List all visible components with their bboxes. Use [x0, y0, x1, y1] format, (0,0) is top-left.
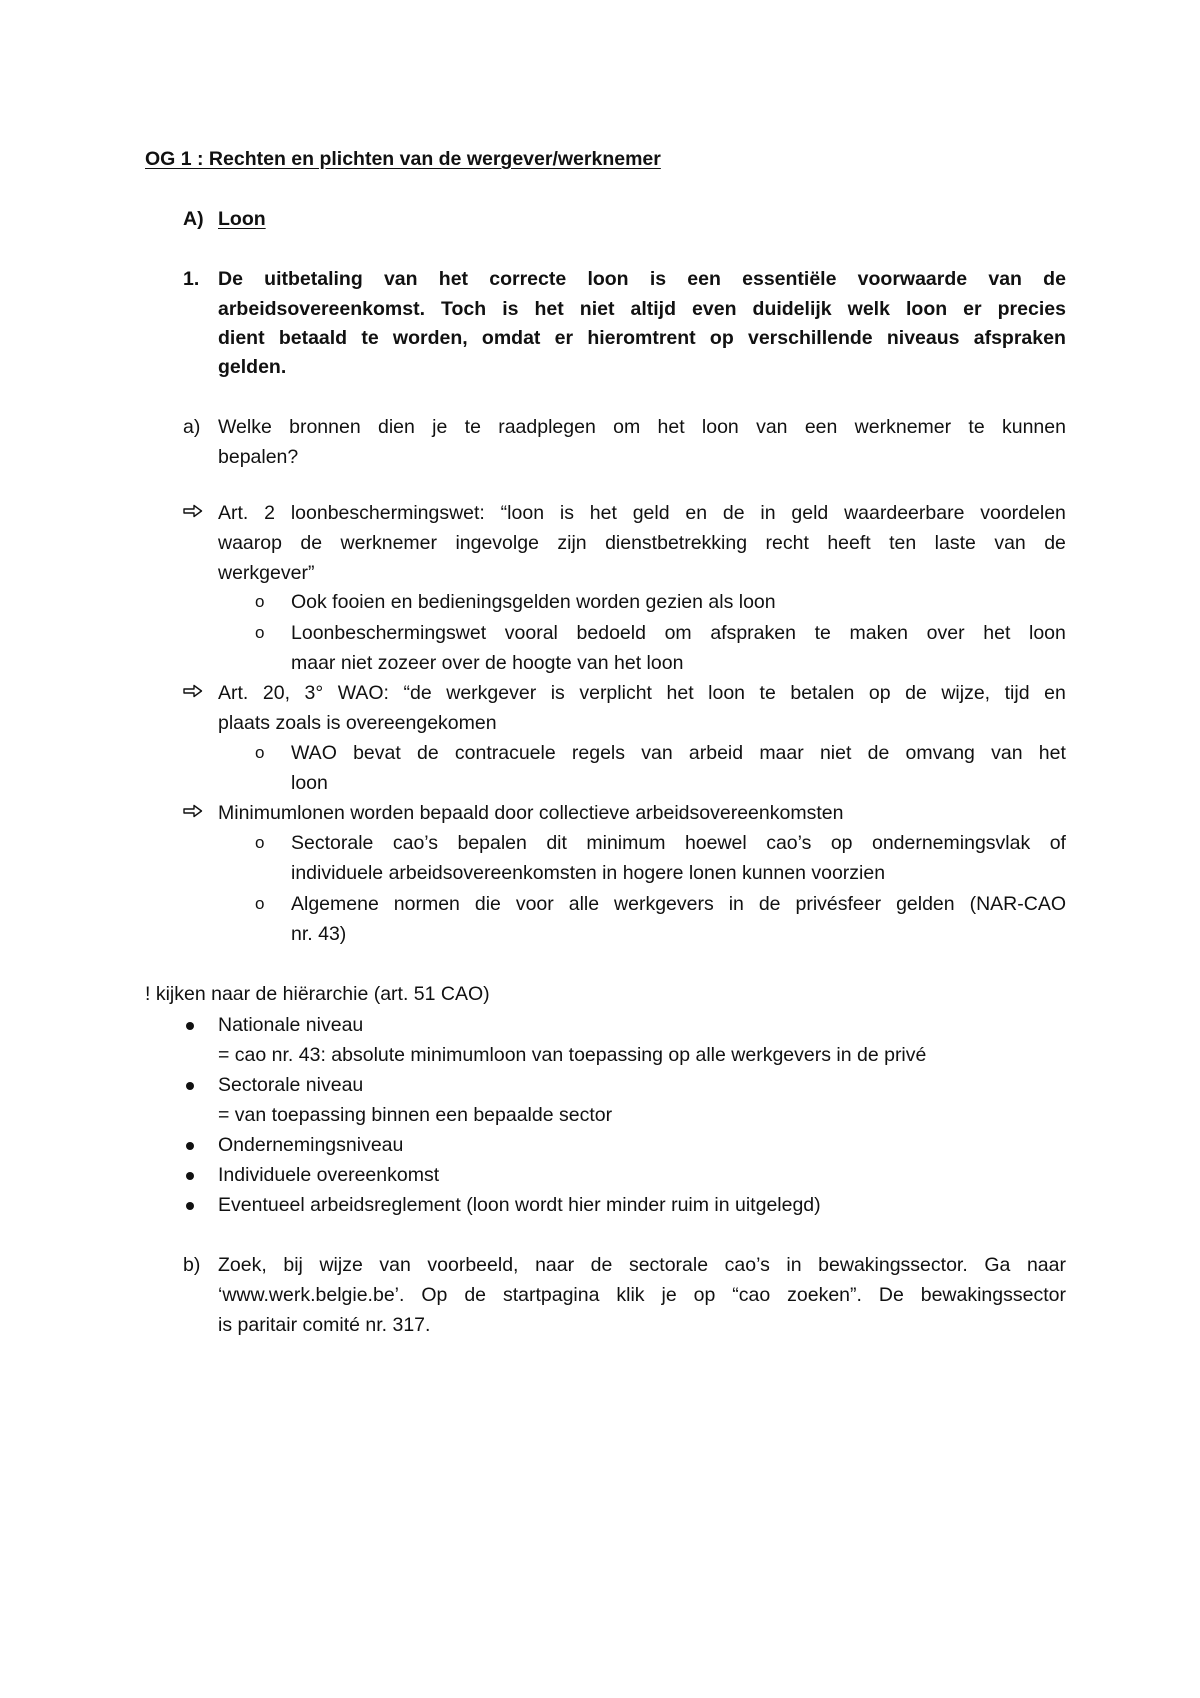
word: welk — [847, 298, 890, 320]
word: van — [756, 416, 788, 438]
word: loon — [701, 416, 739, 438]
word: over — [926, 622, 965, 644]
word: sectorale — [628, 1254, 709, 1276]
word: essentiële — [742, 268, 837, 290]
word: je — [661, 1284, 677, 1306]
question-line: gelden. — [218, 356, 287, 378]
sub-bullet-line: individuele arbeidsovereenkomsten in hogere lonen kunnen voorzien — [291, 862, 886, 884]
sub-bullet-line — [291, 620, 1066, 646]
word: is — [559, 502, 574, 524]
word: niet — [819, 742, 852, 764]
word: De — [218, 268, 243, 290]
word: waarop — [218, 532, 282, 554]
word: regels — [571, 742, 626, 764]
word: in — [728, 893, 744, 915]
hierarchy-item-label: Ondernemingsniveau — [218, 1134, 404, 1156]
word: voorwaarde — [857, 268, 968, 290]
word: loon — [708, 682, 746, 704]
word: het — [589, 502, 617, 524]
subquestion-line — [218, 1282, 1066, 1308]
section-marker: A) — [183, 208, 204, 230]
arrow-item-line — [218, 500, 1066, 526]
question-line — [218, 325, 1066, 351]
sub-bullet-line: maar niet zozeer over de hoogte van het loon — [291, 652, 684, 674]
sub-bullet-line — [291, 891, 1066, 917]
subquestion-line — [218, 414, 1066, 440]
word: vooral — [504, 622, 558, 644]
question-number: 1. — [183, 268, 200, 290]
word: een — [687, 268, 721, 290]
word: is — [550, 682, 565, 704]
word: klik — [616, 1284, 645, 1306]
word: bronnen — [289, 416, 361, 438]
sub-bullet-line: loon — [291, 772, 328, 794]
sub-bullet-line — [291, 830, 1066, 856]
word: cao’s — [766, 832, 812, 854]
subquestion-marker: b) — [183, 1254, 201, 1276]
word: maken — [849, 622, 909, 644]
word: bepalen — [457, 832, 527, 854]
word: loon — [905, 298, 948, 320]
word: voor — [515, 893, 554, 915]
sub-bullet-marker: o — [255, 894, 265, 913]
word: de — [464, 1284, 487, 1306]
word: bewakingssector. — [818, 1254, 968, 1276]
word: het — [983, 622, 1011, 644]
word: waardeerbare — [844, 502, 965, 524]
arrow-item-line — [218, 530, 1066, 556]
word: te — [968, 416, 985, 438]
sub-bullet-marker: o — [255, 592, 265, 611]
question-line — [218, 266, 1066, 292]
word: te — [464, 416, 481, 438]
word: betalen — [790, 682, 855, 704]
word: normen — [393, 893, 460, 915]
word: raadplegen — [498, 416, 596, 438]
hierarchy-item-label: Individuele overeenkomst — [218, 1164, 440, 1186]
word: het — [534, 298, 564, 320]
word: op — [830, 832, 853, 854]
hierarchy-heading: ! kijken naar de hiërarchie (art. 51 CAO) — [145, 983, 490, 1005]
subquestion-line: is paritair comité nr. 317. — [218, 1314, 431, 1336]
word: ten — [889, 532, 917, 554]
arrow-item-line: plaats zoals is overeengekomen — [218, 712, 497, 734]
word: bewakingssector — [920, 1284, 1066, 1306]
subquestion-line — [218, 1252, 1066, 1278]
section-heading: Loon — [218, 208, 266, 230]
word: een — [804, 416, 838, 438]
word: startpagina — [502, 1284, 600, 1306]
word: werknemer — [340, 532, 437, 554]
word: die — [474, 893, 501, 915]
bullet-dot-icon — [186, 1142, 194, 1150]
bullet-dot-icon — [186, 1022, 194, 1030]
word: afspraken — [710, 622, 796, 644]
word: de — [590, 1254, 613, 1276]
word: te — [759, 682, 776, 704]
word: van — [988, 268, 1022, 290]
word: van — [991, 742, 1023, 764]
word: verschillende — [747, 327, 873, 349]
word: van — [641, 742, 673, 764]
word: ondernemingsvlak — [871, 832, 1031, 854]
sub-bullet-line — [291, 740, 1066, 766]
word: loonbeschermingswet: — [290, 502, 485, 524]
word: dit — [546, 832, 567, 854]
word: om — [613, 416, 641, 438]
word: “loon — [500, 502, 545, 524]
word: Loonbeschermingswet — [291, 622, 487, 644]
word: de — [867, 742, 890, 764]
word: ‘www.werk.belgie.be’. — [218, 1284, 405, 1306]
question-line — [218, 296, 1066, 322]
arrow-right-icon — [183, 804, 205, 820]
word: niveaus — [886, 327, 960, 349]
word: WAO — [291, 742, 337, 764]
word: worden, — [392, 327, 468, 349]
word: de — [905, 682, 927, 704]
word: duidelijk — [752, 298, 832, 320]
word: niet — [579, 298, 615, 320]
word: privésfeer — [795, 893, 882, 915]
word: de — [1044, 532, 1066, 554]
subquestion-marker: a) — [183, 416, 201, 438]
word: in — [760, 502, 776, 524]
word: omdat — [481, 327, 541, 349]
word: op — [868, 682, 891, 704]
word: cao’s — [392, 832, 439, 854]
bullet-dot-icon — [186, 1082, 194, 1090]
word: “cao — [732, 1284, 771, 1306]
word: 3° — [304, 682, 324, 704]
word: maar — [759, 742, 804, 764]
sub-bullet-marker: o — [255, 833, 265, 852]
word: het — [438, 268, 469, 290]
bullet-dot-icon — [186, 1172, 194, 1180]
word: de — [416, 742, 439, 764]
word: je — [432, 416, 448, 438]
word: afspraken — [973, 327, 1066, 349]
bullet-dot-icon — [186, 1202, 194, 1210]
word: minimum — [586, 832, 666, 854]
word: Ga — [984, 1254, 1011, 1276]
word: loon — [1029, 622, 1066, 644]
word: 20, — [262, 682, 290, 704]
word: de — [722, 502, 745, 524]
word: werkgever — [446, 682, 537, 704]
word: dienstbetrekking — [605, 532, 748, 554]
word: het — [657, 416, 685, 438]
sub-bullet-line: Ook fooien en bedieningsgelden worden gezien als loon — [291, 591, 776, 613]
word: Sectorale — [291, 832, 374, 854]
sub-bullet-marker: o — [255, 623, 265, 642]
hierarchy-item-label: Eventueel arbeidsreglement (loon wordt hier minder ruim in uitgelegd) — [218, 1194, 821, 1216]
word: arbeid — [688, 742, 744, 764]
word: op — [693, 1284, 716, 1306]
word: op — [709, 327, 734, 349]
word: is — [502, 298, 519, 320]
word: te — [361, 327, 379, 349]
word: naar — [535, 1254, 575, 1276]
hierarchy-item-label: Nationale niveau — [218, 1014, 364, 1036]
word: bij — [283, 1254, 303, 1276]
word: gelden — [896, 893, 955, 915]
word: precies — [997, 298, 1066, 320]
word: er — [963, 298, 982, 320]
word: WAO: — [337, 682, 389, 704]
word: te — [814, 622, 831, 644]
word: naar — [1026, 1254, 1066, 1276]
word: voordelen — [980, 502, 1066, 524]
word: even — [692, 298, 737, 320]
hierarchy-item-detail: = cao nr. 43: absolute minimumloon van toepassing op alle werkgevers in de privé — [218, 1044, 927, 1066]
word: Op — [421, 1284, 448, 1306]
word: arbeidsovereenkomst. — [218, 298, 426, 320]
word: contracuele — [454, 742, 556, 764]
word: van — [379, 1254, 411, 1276]
word: betaald — [278, 327, 348, 349]
word: in — [786, 1254, 802, 1276]
word: 2 — [264, 502, 276, 524]
word: Art. — [218, 682, 249, 704]
word: het — [1038, 742, 1066, 764]
word: bedoeld — [576, 622, 646, 644]
hierarchy-item-label: Sectorale niveau — [218, 1074, 364, 1096]
word: de — [300, 532, 323, 554]
word: bevat — [353, 742, 401, 764]
word: altijd — [630, 298, 677, 320]
word: kunnen — [1001, 416, 1066, 438]
arrow-right-icon — [183, 504, 205, 520]
sub-bullet-marker: o — [255, 743, 265, 762]
word: alle — [568, 893, 600, 915]
word: recht — [765, 532, 809, 554]
word: cao’s — [724, 1254, 770, 1276]
word: de — [758, 893, 781, 915]
word: verplicht — [579, 682, 652, 704]
page-title: OG 1 : Rechten en plichten van de wergever/werknemer — [145, 148, 661, 170]
word: van — [383, 268, 418, 290]
word: zoeken”. — [787, 1284, 862, 1306]
word: de — [1043, 268, 1066, 290]
word: voorbeeld, — [427, 1254, 519, 1276]
word: hieromtrent — [587, 327, 696, 349]
word: Algemene — [291, 893, 379, 915]
word: Toch — [441, 298, 487, 320]
word: werknemer — [854, 416, 952, 438]
word: dien — [378, 416, 415, 438]
word: van — [994, 532, 1026, 554]
word: wijze — [319, 1254, 363, 1276]
arrow-right-icon — [183, 684, 205, 700]
word: ingevolge — [455, 532, 539, 554]
word: werkgevers — [614, 893, 714, 915]
word: het — [666, 682, 694, 704]
word: om — [664, 622, 692, 644]
word: dient — [218, 327, 265, 349]
word: loon — [587, 268, 629, 290]
word: hoewel — [684, 832, 747, 854]
word: correcte — [489, 268, 567, 290]
arrow-item-line — [218, 680, 1066, 706]
subquestion-line: bepalen? — [218, 446, 299, 468]
word: (NAR-CAO — [969, 893, 1066, 915]
arrow-item-line: Minimumlonen worden bepaald door collectieve arbeidsovereenkomsten — [218, 802, 844, 824]
word: geld — [632, 502, 670, 524]
word: De — [878, 1284, 904, 1306]
word: Welke — [218, 416, 272, 438]
word: heeft — [827, 532, 871, 554]
word: is — [649, 268, 667, 290]
word: “de — [403, 682, 432, 704]
word: Art. — [218, 502, 249, 524]
word: Zoek, — [218, 1254, 267, 1276]
word: wijze, — [941, 682, 991, 704]
word: en — [685, 502, 708, 524]
word: of — [1049, 832, 1066, 854]
word: laste — [934, 532, 976, 554]
word: omvang — [905, 742, 975, 764]
word: er — [554, 327, 574, 349]
hierarchy-item-detail: = van toepassing binnen een bepaalde sector — [218, 1104, 613, 1126]
word: geld — [791, 502, 829, 524]
word: uitbetaling — [264, 268, 363, 290]
sub-bullet-line: nr. 43) — [291, 923, 347, 945]
word: tijd — [1004, 682, 1030, 704]
arrow-item-line: werkgever” — [218, 562, 315, 584]
word: zijn — [557, 532, 587, 554]
word: en — [1044, 682, 1066, 704]
